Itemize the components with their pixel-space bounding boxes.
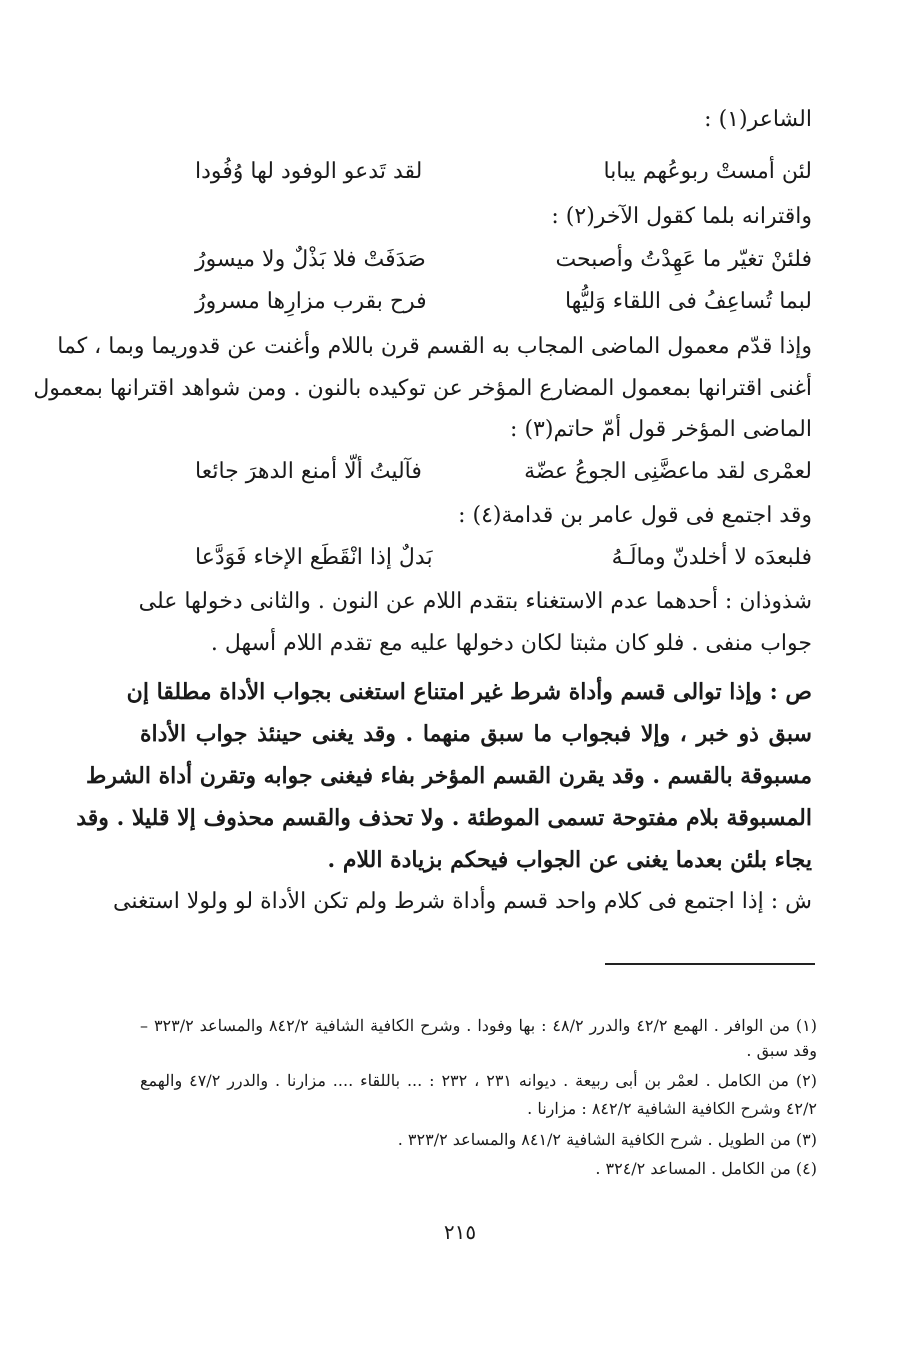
- verse-second-hemistich: صَدَفَتْ فلا بَذْلٌ ولا ميسورُ: [195, 247, 426, 272]
- rule-text-line: مسبوقة بالقسم . وقد يقرن القسم المؤخر بفاء فيغنى جوابه وتقرن أداة الشرط: [86, 763, 812, 789]
- verse-second-hemistich: لقد تَدعو الوفود لها وُفُودا: [195, 159, 423, 184]
- verse-second-hemistich: فآليتُ ألّا أمنع الدهرَ جائعا: [195, 459, 422, 484]
- text-line: وقد اجتمع فى قول عامر بن قدامة(٤) :: [458, 503, 812, 528]
- text-line: جواب منفى . فلو كان مثبتا لكان دخولها عليه مع تقدم اللام أسهل .: [210, 631, 812, 656]
- verse-first-hemistich: لئن أمستْ ربوعُهم يبابا: [603, 159, 812, 184]
- text-line: وإذا قدّم معمول الماضى المجاب به القسم قرن باللام وأغنت عن قدوريما وبما ، كما: [57, 334, 812, 359]
- text-line: شذوذان : أحدهما عدم الاستغناء بتقدم اللام عن النون . والثانى دخولها على: [138, 589, 812, 614]
- verse-first-hemistich: لعمْرى لقد ماعضَّنِى الجوعُ عضّة: [524, 459, 812, 484]
- rule-text-line: ص : وإذا توالى قسم وأداة شرط غير امتناع استغنى بجواب الأداة مطلقا إن: [126, 679, 812, 705]
- text-line: الشاعر(١) :: [704, 107, 812, 132]
- verse-first-hemistich: فلبعدَه لا أخلدنّ ومالَـهُ: [611, 545, 812, 570]
- text-line: أغنى اقترانها بمعمول المضارع المؤخر عن توكيده بالنون . ومن شواهد اقترانها بمعمول: [33, 376, 812, 401]
- page-number: ٢١٥: [443, 1220, 477, 1244]
- rule-text-line: المسبوقة بلام مفتوحة تسمى الموطئة . ولا تحذف والقسم محذوف إلا قليلا . وقد: [76, 805, 812, 831]
- verse-second-hemistich: فرح بقرب مزارِها مسرورُ: [195, 289, 427, 314]
- verse-first-hemistich: لبما تُساعِفُ فى اللقاء وَليُّها: [564, 289, 812, 314]
- footnote-line: (٤) من الكامل . المساعد ٣٢٤/٢ .: [595, 1159, 817, 1178]
- footnote-line: وقد سبق .: [746, 1041, 817, 1060]
- footnote-line: (٢) من الكامل . لعمْر بن أبى ربيعة . ديوانه ٢٣١ ، ٢٣٢ : ... باللقاء .... مزارنا . والدرر ٤٧/٢ والهمع: [140, 1071, 818, 1090]
- text-line: واقترانه بلما كقول الآخر(٢) :: [551, 204, 812, 229]
- rule-text-line: سبق ذو خبر ، وإلا فبجواب ما سبق منهما . وقد يغنى حينئذ جواب الأداة: [140, 721, 812, 747]
- footnote-line: (١) من الوافر . الهمع ٤٢/٢ والدرر ٤٨/٢ : بها وفودا . وشرح الكافية الشافية ٨٤٢/٢ والمساعد ٣٢٣/٢ –: [140, 1016, 818, 1035]
- text-line: الماضى المؤخر قول أمّ حاتم(٣) :: [510, 417, 812, 442]
- verse-second-hemistich: بَدلٌ إذا انْقَطَع الإخاء فَوَدَّعا: [195, 545, 433, 570]
- footnote-line: ٤٢/٢ وشرح الكافية الشافية ٨٤٢/٢ : مزارنا .: [527, 1099, 817, 1118]
- footnote-line: (٣) من الطويل . شرح الكافية الشافية ٨٤١/٢ والمساعد ٣٢٣/٢ .: [397, 1130, 817, 1149]
- footnote-divider: [605, 963, 815, 965]
- rule-text-line: يجاء بلئن بعدما يغنى عن الجواب فيحكم بزيادة اللام .: [327, 847, 812, 873]
- verse-first-hemistich: فلئنْ تغيّر ما عَهِدْتُ وأصبحت: [555, 247, 812, 272]
- text-line: ش : إذا اجتمع فى كلام واحد قسم وأداة شرط ولم تكن الأداة لو ولولا استغنى: [113, 889, 812, 914]
